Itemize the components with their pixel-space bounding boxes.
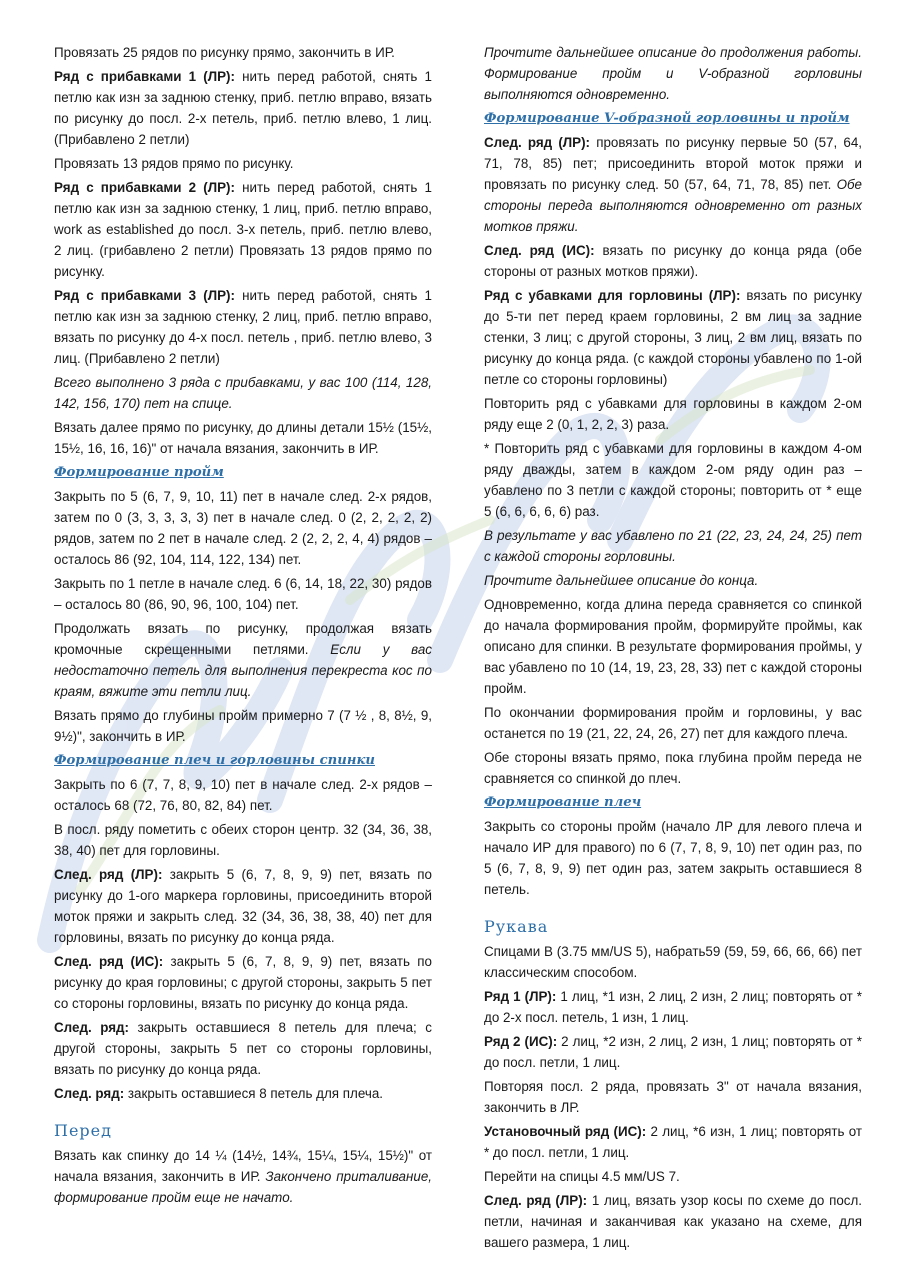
paragraph: По окончании формирования пройм и горловины, у вас останется по 19 (21, 22, 24, 26, 27) пет для каждого плеча. bbox=[484, 705, 862, 741]
section-title-front: Перед bbox=[54, 1121, 112, 1140]
paragraph: Повторяя посл. 2 ряда, провязать 3" от начала вязания, закончить в ЛР. bbox=[484, 1079, 862, 1115]
paragraph: * Повторить ряд с убавками для горловины в каждом 4-ом ряду дважды, затем в каждом 2-ом ряду один раз – убавлено по 3 петли с каждой стороны; повторить от * еще 5 (6, 6, 6, 6, 6) раз. bbox=[484, 441, 862, 519]
paragraph: Ряд с прибавками 2 (ЛР): нить перед работой, снять 1 петлю как изн за заднюю стенку, 1 лиц, приб. петлю вправо, work as established до посл. 3-х петель, приб. петлю влево, 2 лиц. (грибавлено 2 петли) Провязать 13 рядов прямо по рисунку. bbox=[54, 180, 432, 279]
heading-vneck: Формирование V-образной горловины и пройм bbox=[484, 111, 850, 126]
paragraph: Установочный ряд (ИС): 2 лиц, *6 изн, 1 лиц; повторять от * до посл. петли, 1 лиц. bbox=[484, 1124, 862, 1160]
paragraph: Закрыть по 6 (7, 7, 8, 9, 10) пет в начале след. 2-х рядов – осталось 68 (72, 76, 80, 82, 84) пет. bbox=[54, 777, 432, 813]
paragraph: Ряд 1 (ЛР): 1 лиц, *1 изн, 2 лиц, 2 изн, 2 лиц; повторять от * до 2-х посл. петель, 1 изн, 1 лиц. bbox=[484, 989, 862, 1025]
paragraph: Ряд с прибавками 1 (ЛР): нить перед работой, снять 1 петлю как изн за заднюю стенку, приб. петлю вправо, вязать по рисунку до посл. 2-х петель, приб. петлю влево, 1 лиц. (Прибавлено 2 петли) bbox=[54, 69, 432, 147]
paragraph: Провязать 13 рядов прямо по рисунку. bbox=[54, 156, 294, 171]
paragraph: След. ряд (ЛР): 1 лиц, вязать узор косы по схеме до посл. петли, начиная и заканчивая как указано на схеме, для вашего размера, 1 лиц. bbox=[484, 1193, 862, 1250]
heading-armhole: Формирование пройм bbox=[54, 465, 224, 480]
paragraph: Закрыть по 1 петле в начале след. 6 (6, 14, 18, 22, 30) рядов – осталось 80 (86, 90, 96, 100, 104) пет. bbox=[54, 576, 432, 612]
paragraph: След. ряд: закрыть оставшиеся 8 петель для плеча. bbox=[54, 1086, 383, 1101]
right-column bbox=[484, 42, 862, 1256]
paragraph: Провязать 25 рядов по рисунку прямо, закончить в ИР. bbox=[54, 45, 395, 60]
paragraph: Закрыть по 5 (6, 7, 9, 10, 11) пет в начале след. 2-х рядов, затем по 0 (3, 3, 3, 3, 3) пет в начале след. 0 (2, 2, 2, 2, 2) рядов, затем по 2 пет в начале след. 2 (2, 2, 2, 4, 4) рядов – осталось 86 (92, 104, 114, 122, 134) пет. bbox=[54, 489, 432, 567]
paragraph: В посл. ряду пометить с обеих сторон центр. 32 (34, 36, 38, 38, 40) пет для горловины. bbox=[54, 822, 432, 858]
paragraph: Продолжать вязать по рисунку, продолжая вязать кромочные скрещенными петлями. Если у вас недостаточно петель для выполнения перекреста кос по краям, вяжите эти петли лиц. bbox=[54, 621, 432, 699]
left-column bbox=[54, 42, 432, 1211]
paragraph: След. ряд (ИС): вязать по рисунку до конца ряда (обе стороны от разных мотков пряжи). bbox=[484, 243, 862, 279]
paragraph: След. ряд: закрыть оставшиеся 8 петель для плеча; с другой стороны, закрыть 5 пет со стороны горловины, вязать по рисунку до конца ряда. bbox=[54, 1020, 432, 1077]
paragraph: След. ряд (ИС): закрыть 5 (6, 7, 8, 9, 9) пет, вязать по рисунку до края горловины; с другой стороны, закрыть 5 пет со стороны горловины, вязать по рисунку до конца ряда. bbox=[54, 954, 433, 1011]
paragraph: Ряд с прибавками 3 (ЛР): нить перед работой, снять 1 петлю как изн за заднюю стенку, 2 лиц, приб. петлю вправо, вязать по рисунку до 4-х посл. петель , приб. петлю влево, 3 лиц. (Прибавлено 2 петли) bbox=[54, 288, 432, 366]
paragraph: Ряд 2 (ИС): 2 лиц, *2 изн, 2 лиц, 2 изн, 1 лиц; повторять от * до посл. петли, 1 лиц. bbox=[484, 1034, 862, 1070]
paragraph: Обе стороны вязать прямо, пока глубина пройм переда не сравняется со спинкой до плеч. bbox=[484, 750, 862, 786]
paragraph: Прочтите дальнейшее описание до продолжения работы. Формирование пройм и V-образной горловины выполняются одновременно. bbox=[484, 45, 862, 102]
paragraph: Прочтите дальнейшее описание до конца. bbox=[484, 573, 759, 588]
paragraph: Закрыть со стороны пройм (начало ЛР для левого плеча и начало ИР для правого) по 6 (7, 7, 8, 9, 10) пет один раз, по 5 (6, 7, 8, 9, 9) пет один раз, затем закрыть оставшиеся 8 петель. bbox=[484, 819, 862, 897]
paragraph: Одновременно, когда длина переда сравняется со спинкой до начала формирования пройм, формируйте проймы, как описано для спинки. В результате формирования проймы, у вас убавлено по 10 (14, 19, 23, 28, 33) пет с каждой стороны пройм. bbox=[484, 597, 862, 696]
paragraph: Перейти на спицы 4.5 мм/US 7. bbox=[484, 1169, 680, 1184]
paragraph: След. ряд (ЛР): провязать по рисунку первые 50 (57, 64, 71, 78, 85) пет; присоединить второй моток пряжи и провязать по рисунку след. 50 (57, 64, 71, 78, 85) пет. Обе стороны переда выполняются одновременно от разных мотков пряжи. bbox=[484, 135, 862, 234]
section-title-sleeves: Рукава bbox=[484, 917, 549, 936]
paragraph: След. ряд (ЛР): закрыть 5 (6, 7, 8, 9, 9) пет, вязать по рисунку до 1-ого маркера горловины, присоединить второй моток пряжи и закрыть след. 32 (34, 36, 38, 38, 40) пет для горловины, вязать по рисунку до конца ряда. bbox=[54, 867, 432, 945]
paragraph: Вязать далее прямо по рисунку, до длины детали 15½ (15½, 15½, 16, 16, 16)" от начала вязания, закончить в ИР. bbox=[54, 420, 432, 456]
paragraph: В результате у вас убавлено по 21 (22, 23, 24, 24, 25) пет с каждой стороны горловины. bbox=[484, 528, 862, 564]
heading-shoulders-front: Формирование плеч bbox=[484, 795, 642, 810]
paragraph: Повторить ряд с убавками для горловины в каждом 2-ом ряду еще 2 (0, 1, 2, 2, 3) раза. bbox=[484, 396, 862, 432]
paragraph: Вязать как спинку до 14 ¼ (14½, 14¾, 15¼, 15¼, 15½)" от начала вязания, закончить в ИР. Закончено приталивание, формирование пройм еще не начато. bbox=[54, 1148, 432, 1205]
paragraph: Ряд с убавками для горловины (ЛР): вязать по рисунку до 5-ти пет перед краем горловины, 2 вм лиц за задние стенки, 3 лиц; с другой стороны, 3 лиц, 2 вм лиц, вязать по рисунку до конца ряда. (с каждой стороны убавлено по 1-ой петле со стороны горловины) bbox=[484, 288, 862, 387]
paragraph: Всего выполнено 3 ряда с прибавками, у вас 100 (114, 128, 142, 156, 170) пет на спице. bbox=[54, 375, 432, 411]
paragraph: Спицами B (3.75 мм/US 5), набрать59 (59, 59, 66, 66, 66) пет классическим способом. bbox=[484, 944, 862, 980]
paragraph: Вязать прямо до глубины пройм примерно 7 (7 ½ , 8, 8½, 9, 9½)", закончить в ИР. bbox=[54, 708, 432, 744]
heading-shoulders-back: Формирование плеч и горловины спинки bbox=[54, 753, 375, 768]
